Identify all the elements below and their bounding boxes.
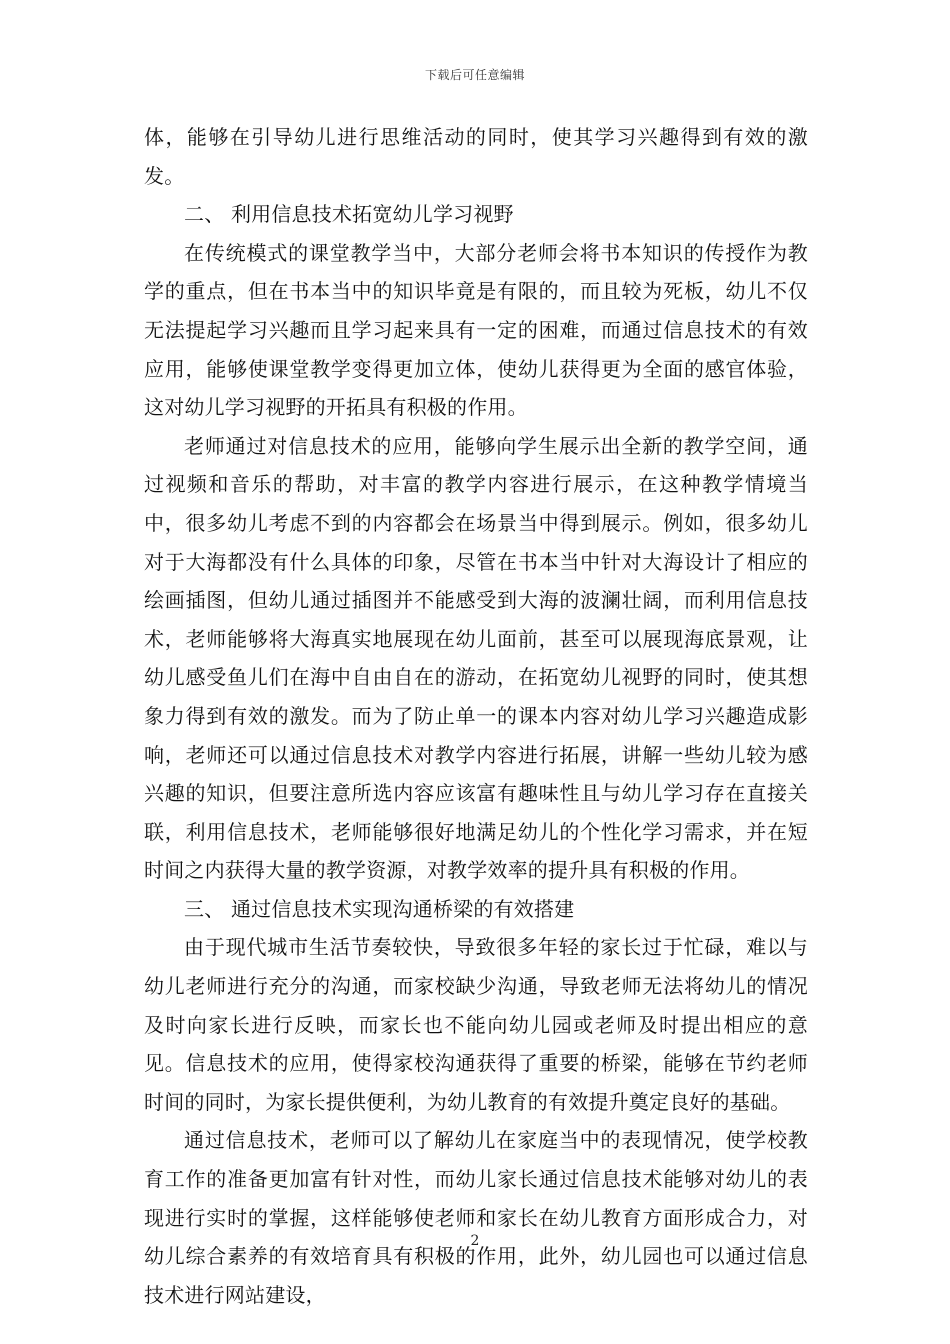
paragraph: 老师通过对信息技术的应用，能够向学生展示出全新的教学空间，通过视频和音乐的帮助，对丰富的教学内容进行展示，在这种教学情境当中，很多幼儿考虑不到的内容都会在场景当中得到展示。例如，很多幼儿对于大海都没有什么具体的印象，尽管在书本当中针对大海设计了相应的绘画插图，但幼儿通过插图并不能感受到大海的波澜壮阔，而利用信息技术，老师能够将大海真实地展现在幼儿面前，甚至可以展现海底景观，让幼儿感受鱼儿们在海中自由自在的游动，在拓宽幼儿视野的同时，使其想象力得到有效的激发。而为了防止单一的课本内容对幼儿学习兴趣造成影响，老师还可以通过信息技术对教学内容进行拓展，讲解一些幼儿较为感兴趣的知识，但要注意所选内容应该富有趣味性且与幼儿学习存在直接关联，利用信息技术，老师能够很好地满足幼儿的个性化学习需求，并在短时间之内获得大量的教学资源，对教学效率的提升具有积极的作用。 — [144, 433, 808, 883]
section-heading-2: 二、 利用信息技术拓宽幼儿学习视野 — [184, 202, 514, 227]
document-body — [144, 118, 808, 1314]
paragraph: 通过信息技术，老师可以了解幼儿在家庭当中的表现情况，使学校教育工作的准备更加富有针对性，而幼儿家长通过信息技术能够对幼儿的表现进行实时的掌握，这样能够使老师和家长在幼儿教育方面形成合力，对幼儿综合素养的有效培育具有积极的作用，此外，幼儿园也可以通过信息技术进行网站建设， — [144, 1128, 808, 1307]
page-header: 下载后可任意编辑 — [424, 68, 525, 82]
page-number: 2 — [470, 1233, 480, 1249]
paragraph-continuation: 体，能够在引导幼儿进行思维活动的同时，使其学习兴趣得到有效的激发。 — [144, 125, 808, 188]
section-heading-3: 三、 通过信息技术实现沟通桥梁的有效搭建 — [184, 896, 575, 921]
paragraph: 由于现代城市生活节奏较快，导致很多年轻的家长过于忙碌，难以与幼儿老师进行充分的沟通，而家校缺少沟通，导致老师无法将幼儿的情况及时向家长进行反映，而家长也不能向幼儿园或老师及时提出相应的意见。信息技术的应用，使得家校沟通获得了重要的桥梁，能够在节约老师时间的同时，为家长提供便利，为幼儿教育的有效提升奠定良好的基础。 — [144, 935, 808, 1114]
paragraph: 在传统模式的课堂教学当中，大部分老师会将书本知识的传授作为教学的重点，但在书本当中的知识毕竟是有限的，而且较为死板，幼儿不仅无法提起学习兴趣而且学习起来具有一定的困难，而通过信息技术的有效应用，能够使课堂教学变得更加立体，使幼儿获得更为全面的感官体验，这对幼儿学习视野的开拓具有积极的作用。 — [144, 240, 808, 420]
